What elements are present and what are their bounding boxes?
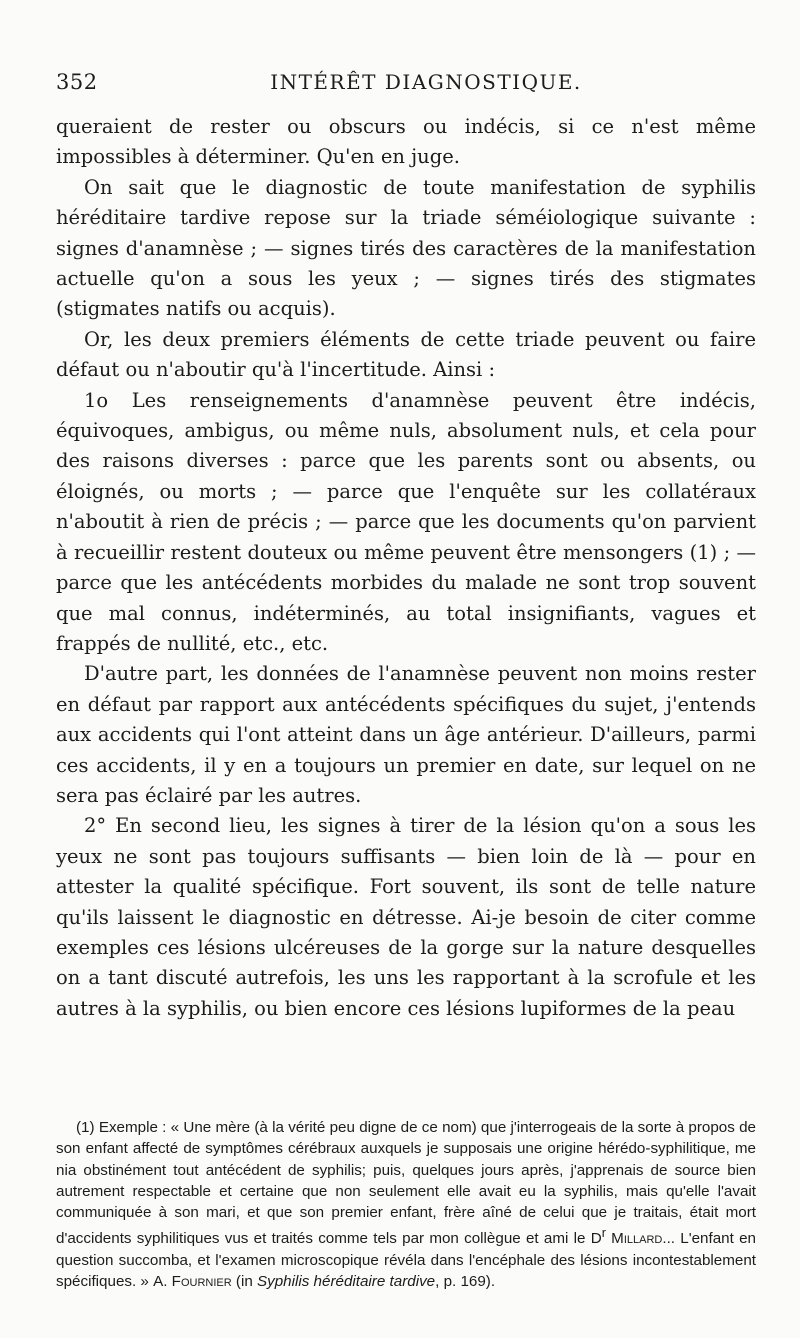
- paragraph-diagnostic-triad: On sait que le diagnostic de toute manifestation de syphilis héréditaire tardive repose sur la triade séméiologique suivante : signes d'anamnèse ; — signes tirés des caractères de la manifestation actuelle qu'on a sous les yeux ; — signes tirés des stigmates (stigmates natifs ou acquis).: [56, 175, 756, 321]
- footnote-text: (1) Exemple : « Une mère (à la vérité peu digne de ce nom) que j'interrogeais de la sorte à propos de son enfant affecté de symptômes cérébraux auxquels je supposais une origine hérédo-syphilitique, me nia obstinément tout antécédent de syphilis; puis, quelques jours après, j'apprenais de source bien autrement respectable et certaine que non seulement elle avait eu la syphilis, mais qu'elle l'avait communiquée à son mari, et que son premier enfant, frère aîné de celui que je traitais, était mort d'accidents syphilitiques vus et traités comme tels par mon collègue et ami le D: [56, 1119, 756, 1248]
- running-title: INTÉRÊT DIAGNOSTIQUE.: [270, 70, 582, 94]
- footnote-work-title: Syphilis héréditaire tardive: [257, 1273, 436, 1291]
- footnote: [56, 1117, 756, 1292]
- paragraph-lesion-signs: 2° En second lieu, les signes à tirer de la lésion qu'on a sous les yeux ne sont pas toujours suffisants — bien loin de là — pour en attester la qualité spécifique. Fort souvent, ils sont de telle nature qu'ils laissent le diagnostic en détresse. Ai-je besoin de citer comme exemples ces lésions ulcéreuses de la gorge sur la nature desquelles on a tant discuté autrefois, les uns les rapportant à la scrofule et les autres à la syphilis, ou bien encore ces lésions lupiformes de la peau: [56, 814, 756, 1020]
- page-header: [56, 70, 756, 100]
- paragraph-anamnesis: 1o Les renseignements d'anamnèse peuvent être indécis, équivoques, ambigus, ou même nuls, absolument nuls, et cela pour des raisons diverses : parce que les parents sont ou absents, ou éloignés, ou morts ; — parce que l'enquête sur les collatéraux n'aboutit à rien de précis ; — parce que les documents qu'on parvient à recueillir restent douteux ou même peuvent être mensongers (1) ; — parce que les antécédents morbides du malade ne sont trop souvent que mal connus, indéterminés, au total insignifiants, vagues et frappés de nullité, etc., etc.: [56, 388, 756, 655]
- footnote-page-ref: , p. 169).: [435, 1273, 496, 1291]
- footnote-dr-superscript: r: [601, 1226, 606, 1241]
- footnote-author: A. Fournier: [153, 1273, 232, 1291]
- paragraph-continuation: queraient de rester ou obscurs ou indécis, si ce n'est même impossibles à déterminer. Qu'en en juge.: [56, 115, 756, 169]
- paragraph-specific-antecedents: D'autre part, les données de l'anamnèse peuvent non moins rester en défaut par rapport aux antécédents spécifiques du sujet, j'entends aux accidents qui l'ont atteint dans un âge antérieur. D'ailleurs, parmi ces accidents, il y en a toujours un premier en date, sur lequel on ne sera pas éclairé par les autres.: [56, 662, 756, 807]
- page-number: 352: [56, 70, 98, 94]
- footnote-text-continued: ... L'enfant en question succomba, et l'examen microscopique révéla dans l'encéphale des lésions incontestablement spécifiques. »: [56, 1230, 756, 1291]
- paragraph-first-elements: Or, les deux premiers éléments de cette triade peuvent ou faire défaut ou n'aboutir qu'à l'incertitude. Ainsi :: [56, 327, 756, 382]
- main-text: [56, 112, 756, 1024]
- footnote-in: (in: [231, 1273, 257, 1291]
- footnote-colleague-name: Millard: [611, 1230, 663, 1248]
